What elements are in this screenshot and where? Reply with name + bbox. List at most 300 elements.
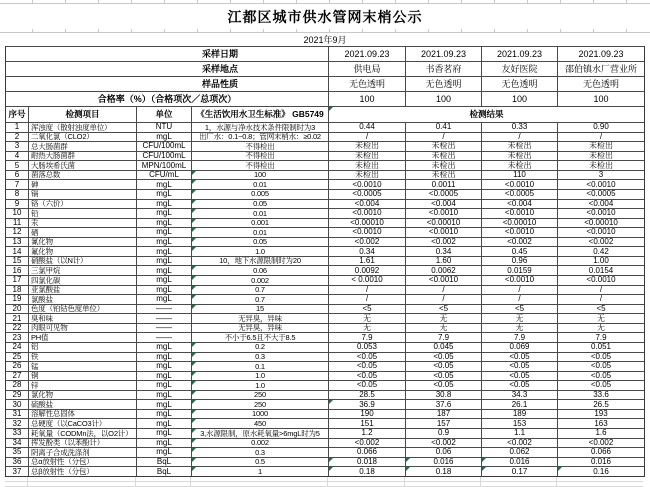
info-label[interactable]: 样品性质: [6, 76, 328, 91]
item-name-cell[interactable]: 硫酸盐: [28, 399, 136, 409]
standard-cell[interactable]: 1.0: [191, 380, 328, 390]
result-cell[interactable]: <0.05: [557, 352, 644, 362]
standard-cell[interactable]: 0.005: [191, 189, 328, 199]
result-cell[interactable]: <0.002: [481, 438, 557, 448]
unit-cell[interactable]: mgL: [136, 218, 191, 228]
result-cell[interactable]: 未检出: [405, 170, 481, 180]
item-name-cell[interactable]: 总α放射性（分包）: [28, 457, 136, 467]
row-number-cell[interactable]: 29: [6, 390, 28, 400]
result-cell[interactable]: /: [328, 294, 405, 304]
item-name-cell[interactable]: PH值: [28, 332, 136, 342]
result-cell[interactable]: <0.0010: [481, 179, 557, 189]
unit-cell[interactable]: mgL: [136, 208, 191, 218]
result-cell[interactable]: 26.5: [557, 399, 644, 409]
standard-cell[interactable]: 0.001: [191, 218, 328, 228]
standard-cell[interactable]: 1.0: [191, 371, 328, 381]
result-cell[interactable]: <0.00010: [405, 218, 481, 228]
standard-cell[interactable]: 0.002: [191, 275, 328, 285]
unit-cell[interactable]: ——: [136, 323, 191, 333]
result-cell[interactable]: 37.6: [405, 399, 481, 409]
result-cell[interactable]: <0.004: [557, 199, 644, 209]
result-cell[interactable]: 30.8: [405, 390, 481, 400]
item-name-cell[interactable]: 氯酸盐: [28, 294, 136, 304]
standard-cell[interactable]: 0.5: [191, 457, 328, 467]
standard-cell[interactable]: 0.01: [191, 227, 328, 237]
row-number-cell[interactable]: 34: [6, 438, 28, 448]
unit-cell[interactable]: mgL: [136, 428, 191, 438]
standard-cell[interactable]: 不得检出: [191, 160, 328, 170]
standard-cell[interactable]: 10，地下水源限制时为20: [191, 256, 328, 266]
result-cell[interactable]: 0.06: [405, 447, 481, 457]
standard-cell[interactable]: 出厂水：0.1~0.8；管网末梢水：≥0.02: [191, 132, 328, 142]
result-cell[interactable]: <0.05: [328, 352, 405, 362]
result-cell[interactable]: <0.05: [328, 380, 405, 390]
row-number-cell[interactable]: 10: [6, 208, 28, 218]
result-cell[interactable]: 7.9: [481, 332, 557, 342]
result-cell[interactable]: <0.05: [481, 352, 557, 362]
result-cell[interactable]: 0.90: [557, 122, 644, 132]
result-cell[interactable]: 0.18: [328, 466, 405, 476]
result-cell[interactable]: 0.051: [557, 342, 644, 352]
standard-cell[interactable]: 不得检出: [191, 151, 328, 161]
standard-cell[interactable]: 1.0: [191, 246, 328, 256]
result-cell[interactable]: <0.05: [405, 361, 481, 371]
result-cell[interactable]: <0.0010: [328, 208, 405, 218]
result-cell[interactable]: 7.9: [328, 332, 405, 342]
result-cell[interactable]: <0.00010: [557, 218, 644, 228]
result-cell[interactable]: <0.0010: [328, 179, 405, 189]
item-name-cell[interactable]: 三氯甲烷: [28, 265, 136, 275]
result-cell[interactable]: 1.1: [481, 428, 557, 438]
standard-cell[interactable]: 0.06: [191, 265, 328, 275]
row-number-cell[interactable]: 2: [6, 132, 28, 142]
row-number-cell[interactable]: 22: [6, 323, 28, 333]
result-cell[interactable]: <0.004: [328, 199, 405, 209]
result-cell[interactable]: 0.0062: [405, 265, 481, 275]
unit-cell[interactable]: mgL: [136, 265, 191, 275]
result-cell[interactable]: <0.0005: [328, 189, 405, 199]
row-number-cell[interactable]: 5: [6, 160, 28, 170]
item-name-cell[interactable]: 耐热大肠菌群: [28, 151, 136, 161]
row-number-cell[interactable]: 27: [6, 371, 28, 381]
unit-cell[interactable]: ——: [136, 332, 191, 342]
row-number-cell[interactable]: 3: [6, 141, 28, 151]
info-value[interactable]: 邵伯镇水厂营业所: [557, 61, 644, 76]
result-cell[interactable]: <0.0010: [328, 227, 405, 237]
item-name-cell[interactable]: 铁: [28, 352, 136, 362]
row-number-cell[interactable]: 28: [6, 380, 28, 390]
item-name-cell[interactable]: 硝酸盐（以N计）: [28, 256, 136, 266]
result-cell[interactable]: 无: [328, 313, 405, 323]
unit-cell[interactable]: mgL: [136, 447, 191, 457]
result-cell[interactable]: 0.016: [405, 457, 481, 467]
result-cell[interactable]: /: [405, 132, 481, 142]
item-name-cell[interactable]: 总大肠菌群: [28, 141, 136, 151]
result-cell[interactable]: <0.05: [328, 361, 405, 371]
result-cell[interactable]: <0.05: [405, 352, 481, 362]
result-cell[interactable]: <0.002: [405, 438, 481, 448]
result-cell[interactable]: <0.05: [481, 380, 557, 390]
unit-cell[interactable]: mgL: [136, 342, 191, 352]
result-cell[interactable]: <0.0010: [405, 275, 481, 285]
result-cell[interactable]: /: [328, 285, 405, 295]
standard-cell[interactable]: 0.05: [191, 237, 328, 247]
item-name-cell[interactable]: 挥发酚类（以苯酚计）: [28, 438, 136, 448]
result-cell[interactable]: <0.0010: [481, 227, 557, 237]
row-number-cell[interactable]: 16: [6, 265, 28, 275]
result-cell[interactable]: 26.1: [481, 399, 557, 409]
standard-cell[interactable]: 250: [191, 399, 328, 409]
unit-cell[interactable]: ——: [136, 313, 191, 323]
result-cell[interactable]: 0.0159: [481, 265, 557, 275]
item-name-cell[interactable]: 铬（六价）: [28, 199, 136, 209]
result-cell[interactable]: 7.9: [557, 332, 644, 342]
result-cell[interactable]: <0.05: [557, 361, 644, 371]
standard-cell[interactable]: 0.01: [191, 208, 328, 218]
result-cell[interactable]: <0.0010: [557, 275, 644, 285]
result-cell[interactable]: /: [557, 132, 644, 142]
header-item-cell[interactable]: 检测项目: [28, 106, 136, 122]
row-number-cell[interactable]: 37: [6, 466, 28, 476]
item-name-cell[interactable]: 四氯化碳: [28, 275, 136, 285]
result-cell[interactable]: 无: [328, 323, 405, 333]
unit-cell[interactable]: mgL: [136, 237, 191, 247]
unit-cell[interactable]: mgL: [136, 199, 191, 209]
result-cell[interactable]: 1.6: [557, 428, 644, 438]
row-number-cell[interactable]: 21: [6, 313, 28, 323]
result-cell[interactable]: 未检出: [328, 151, 405, 161]
info-value[interactable]: 无色透明: [405, 76, 481, 91]
result-cell[interactable]: <0.0010: [557, 227, 644, 237]
item-name-cell[interactable]: 锌: [28, 380, 136, 390]
result-cell[interactable]: 无: [481, 313, 557, 323]
item-name-cell[interactable]: 氟化物: [28, 246, 136, 256]
item-name-cell[interactable]: 铅: [28, 208, 136, 218]
standard-cell[interactable]: 250: [191, 390, 328, 400]
row-number-cell[interactable]: 20: [6, 304, 28, 314]
result-cell[interactable]: <0.0010: [405, 227, 481, 237]
standard-cell[interactable]: 无异臭，异味: [191, 323, 328, 333]
result-cell[interactable]: /: [481, 294, 557, 304]
result-cell[interactable]: <0.002: [557, 237, 644, 247]
unit-cell[interactable]: mgL: [136, 285, 191, 295]
unit-cell[interactable]: CFU/100mL: [136, 151, 191, 161]
item-name-cell[interactable]: 砷: [28, 179, 136, 189]
result-cell[interactable]: <0.0010: [557, 208, 644, 218]
standard-cell[interactable]: 无异臭，异味: [191, 313, 328, 323]
row-number-cell[interactable]: 11: [6, 218, 28, 228]
result-cell[interactable]: <0.0010: [557, 179, 644, 189]
header-result-cell[interactable]: [328, 106, 644, 122]
result-cell[interactable]: <0.004: [405, 199, 481, 209]
unit-cell[interactable]: mgL: [136, 132, 191, 142]
unit-cell[interactable]: mgL: [136, 409, 191, 419]
row-number-cell[interactable]: 8: [6, 189, 28, 199]
item-name-cell[interactable]: 臭和味: [28, 313, 136, 323]
standard-cell[interactable]: 0.3: [191, 447, 328, 457]
result-cell[interactable]: <0.004: [481, 199, 557, 209]
row-number-cell[interactable]: 12: [6, 227, 28, 237]
result-cell[interactable]: <5: [557, 304, 644, 314]
result-cell[interactable]: <0.0005: [557, 189, 644, 199]
result-cell[interactable]: 163: [557, 418, 644, 428]
result-cell[interactable]: 未检出: [481, 160, 557, 170]
result-cell[interactable]: 0.9: [405, 428, 481, 438]
result-cell[interactable]: 0.0011: [405, 179, 481, 189]
row-number-cell[interactable]: 9: [6, 199, 28, 209]
result-cell[interactable]: 1.2: [328, 428, 405, 438]
standard-cell[interactable]: 1000: [191, 409, 328, 419]
result-cell[interactable]: 0.062: [481, 447, 557, 457]
unit-cell[interactable]: mgL: [136, 399, 191, 409]
row-number-cell[interactable]: 30: [6, 399, 28, 409]
result-cell[interactable]: 153: [481, 418, 557, 428]
unit-cell[interactable]: NTU: [136, 122, 191, 132]
result-cell[interactable]: <0.002: [481, 237, 557, 247]
item-name-cell[interactable]: 浑浊度（散射浊度单位）: [28, 122, 136, 132]
standard-cell[interactable]: 15: [191, 304, 328, 314]
result-cell[interactable]: 190: [328, 409, 405, 419]
result-cell[interactable]: 1.60: [405, 256, 481, 266]
result-cell[interactable]: <0.0010: [405, 208, 481, 218]
result-cell[interactable]: /: [405, 285, 481, 295]
result-cell[interactable]: /: [481, 285, 557, 295]
result-cell[interactable]: 0.44: [328, 122, 405, 132]
standard-cell[interactable]: 3,水源限制，原水耗氧量>6mgL时为5: [191, 428, 328, 438]
result-cell[interactable]: 0.016: [481, 457, 557, 467]
unit-cell[interactable]: mgL: [136, 380, 191, 390]
result-cell[interactable]: 0.17: [481, 466, 557, 476]
result-cell[interactable]: <0.05: [405, 371, 481, 381]
item-name-cell[interactable]: 硒: [28, 227, 136, 237]
result-cell[interactable]: 33.6: [557, 390, 644, 400]
result-cell[interactable]: 无: [481, 323, 557, 333]
result-cell[interactable]: <0.05: [481, 361, 557, 371]
row-number-cell[interactable]: 17: [6, 275, 28, 285]
result-cell[interactable]: <0.00010: [328, 218, 405, 228]
row-number-cell[interactable]: 18: [6, 285, 28, 295]
result-cell[interactable]: <0.05: [557, 371, 644, 381]
unit-cell[interactable]: mgL: [136, 179, 191, 189]
unit-cell[interactable]: mgL: [136, 275, 191, 285]
item-name-cell[interactable]: 铝: [28, 342, 136, 352]
result-cell[interactable]: 未检出: [405, 151, 481, 161]
info-value[interactable]: 100: [328, 91, 405, 106]
standard-cell[interactable]: 450: [191, 418, 328, 428]
result-cell[interactable]: /: [557, 294, 644, 304]
result-cell[interactable]: 无: [557, 313, 644, 323]
info-value[interactable]: 无色透明: [328, 76, 405, 91]
unit-cell[interactable]: mgL: [136, 352, 191, 362]
result-cell[interactable]: 0.42: [557, 246, 644, 256]
result-cell[interactable]: 193: [557, 409, 644, 419]
standard-cell[interactable]: 0.2: [191, 342, 328, 352]
row-number-cell[interactable]: 4: [6, 151, 28, 161]
row-number-cell[interactable]: 33: [6, 428, 28, 438]
result-cell[interactable]: <0.0005: [481, 189, 557, 199]
unit-cell[interactable]: mgL: [136, 418, 191, 428]
info-label[interactable]: 采样日期: [6, 46, 328, 61]
result-cell[interactable]: 未检出: [328, 160, 405, 170]
row-number-cell[interactable]: 31: [6, 409, 28, 419]
unit-cell[interactable]: mgL: [136, 294, 191, 304]
standard-cell[interactable]: 0.01: [191, 179, 328, 189]
result-cell[interactable]: 0.066: [328, 447, 405, 457]
standard-cell[interactable]: 1，水源与净水技术条件限制时为3: [191, 122, 328, 132]
result-cell[interactable]: 0.45: [481, 246, 557, 256]
result-cell[interactable]: 157: [405, 418, 481, 428]
row-number-cell[interactable]: 7: [6, 179, 28, 189]
result-cell[interactable]: 未检出: [405, 160, 481, 170]
row-number-cell[interactable]: 32: [6, 418, 28, 428]
info-value[interactable]: 2021.09.23: [405, 46, 481, 61]
result-cell[interactable]: <0.002: [328, 438, 405, 448]
result-cell[interactable]: <0.002: [328, 237, 405, 247]
info-label[interactable]: 采样地点: [6, 61, 328, 76]
unit-cell[interactable]: mgL: [136, 390, 191, 400]
result-cell[interactable]: 未检出: [481, 141, 557, 151]
result-cell[interactable]: 0.053: [328, 342, 405, 352]
unit-cell[interactable]: mgL: [136, 189, 191, 199]
row-number-cell[interactable]: 25: [6, 352, 28, 362]
result-cell[interactable]: /: [328, 132, 405, 142]
result-cell[interactable]: 无: [405, 323, 481, 333]
unit-cell[interactable]: mgL: [136, 256, 191, 266]
row-number-cell[interactable]: 14: [6, 246, 28, 256]
row-number-cell[interactable]: 19: [6, 294, 28, 304]
row-number-cell[interactable]: 36: [6, 457, 28, 467]
result-cell[interactable]: 1.00: [557, 256, 644, 266]
unit-cell[interactable]: BqL: [136, 457, 191, 467]
item-name-cell[interactable]: 氯化物: [28, 390, 136, 400]
item-name-cell[interactable]: 大肠埃希氏菌: [28, 160, 136, 170]
unit-cell[interactable]: mgL: [136, 246, 191, 256]
item-name-cell[interactable]: 肉眼可见物: [28, 323, 136, 333]
result-cell[interactable]: 0.96: [481, 256, 557, 266]
row-number-cell[interactable]: 23: [6, 332, 28, 342]
result-cell[interactable]: /: [405, 294, 481, 304]
info-label[interactable]: 合格率（%）（合格项次／总项次）: [6, 91, 328, 106]
item-name-cell[interactable]: 总硬度（以CaCO3计）: [28, 418, 136, 428]
result-cell[interactable]: <5: [481, 304, 557, 314]
result-cell[interactable]: 未检出: [481, 151, 557, 161]
result-cell[interactable]: 28.5: [328, 390, 405, 400]
result-cell[interactable]: 未检出: [557, 151, 644, 161]
unit-cell[interactable]: mgL: [136, 361, 191, 371]
row-number-cell[interactable]: 15: [6, 256, 28, 266]
item-name-cell[interactable]: 汞: [28, 218, 136, 228]
row-number-cell[interactable]: 1: [6, 122, 28, 132]
standard-cell[interactable]: 0.002: [191, 438, 328, 448]
item-name-cell[interactable]: 色度（铂钴色度单位）: [28, 304, 136, 314]
standard-cell[interactable]: 0.3: [191, 352, 328, 362]
row-number-cell[interactable]: 6: [6, 170, 28, 180]
result-cell[interactable]: 未检出: [557, 160, 644, 170]
result-cell[interactable]: 0.16: [557, 466, 644, 476]
row-number-cell[interactable]: 13: [6, 237, 28, 247]
header-standard-cell[interactable]: 《生活饮用水卫生标准》 GB5749: [191, 106, 328, 122]
result-cell[interactable]: 0.34: [328, 246, 405, 256]
result-cell[interactable]: < 0.0010: [328, 275, 405, 285]
result-cell[interactable]: 189: [481, 409, 557, 419]
result-cell[interactable]: 无: [405, 313, 481, 323]
result-cell[interactable]: 无: [557, 323, 644, 333]
standard-cell[interactable]: 1: [191, 466, 328, 476]
info-value[interactable]: 友好医院: [481, 61, 557, 76]
info-value[interactable]: 100: [405, 91, 481, 106]
result-cell[interactable]: 151: [328, 418, 405, 428]
unit-cell[interactable]: mgL: [136, 438, 191, 448]
result-cell[interactable]: <0.002: [557, 438, 644, 448]
result-cell[interactable]: 36.9: [328, 399, 405, 409]
result-cell[interactable]: /: [481, 132, 557, 142]
item-name-cell[interactable]: 菌落总数: [28, 170, 136, 180]
info-value[interactable]: 无色透明: [481, 76, 557, 91]
result-cell[interactable]: 110: [481, 170, 557, 180]
standard-cell[interactable]: 100: [191, 170, 328, 180]
result-cell[interactable]: <0.0005: [405, 189, 481, 199]
unit-cell[interactable]: CFU/mL: [136, 170, 191, 180]
unit-cell[interactable]: CFU/100mL: [136, 141, 191, 151]
result-cell[interactable]: 0.18: [405, 466, 481, 476]
item-name-cell[interactable]: 镉: [28, 189, 136, 199]
standard-cell[interactable]: 不得检出: [191, 141, 328, 151]
unit-cell[interactable]: ——: [136, 304, 191, 314]
result-cell[interactable]: <0.05: [481, 371, 557, 381]
result-cell[interactable]: 0.018: [328, 457, 405, 467]
result-cell[interactable]: <0.002: [405, 237, 481, 247]
row-number-cell[interactable]: 35: [6, 447, 28, 457]
info-value[interactable]: 100: [557, 91, 644, 106]
standard-cell[interactable]: 0.05: [191, 199, 328, 209]
result-cell[interactable]: <0.0010: [481, 275, 557, 285]
standard-cell[interactable]: 0.7: [191, 294, 328, 304]
standard-cell[interactable]: 不小于6.5且不大于8.5: [191, 332, 328, 342]
unit-cell[interactable]: mgL: [136, 227, 191, 237]
standard-cell[interactable]: 0.1: [191, 361, 328, 371]
item-name-cell[interactable]: 铜: [28, 371, 136, 381]
result-cell[interactable]: 0.066: [557, 447, 644, 457]
result-cell[interactable]: <0.05: [328, 371, 405, 381]
result-cell[interactable]: /: [557, 285, 644, 295]
item-name-cell[interactable]: 溶解性总固体: [28, 409, 136, 419]
info-value[interactable]: 供电局: [328, 61, 405, 76]
item-name-cell[interactable]: 亚氯酸盐: [28, 285, 136, 295]
result-cell[interactable]: 未检出: [557, 141, 644, 151]
item-name-cell[interactable]: 氰化物: [28, 237, 136, 247]
header-unit-cell[interactable]: 单位: [136, 106, 191, 122]
info-value[interactable]: 书香茗府: [405, 61, 481, 76]
result-cell[interactable]: 未检出: [328, 141, 405, 151]
info-value[interactable]: 2021.09.23: [481, 46, 557, 61]
result-cell[interactable]: <5: [328, 304, 405, 314]
result-cell[interactable]: 未检出: [405, 141, 481, 151]
result-cell[interactable]: 187: [405, 409, 481, 419]
result-cell[interactable]: 1.61: [328, 256, 405, 266]
row-number-cell[interactable]: 26: [6, 361, 28, 371]
standard-cell[interactable]: 0.7: [191, 285, 328, 295]
result-cell[interactable]: 0.33: [481, 122, 557, 132]
unit-cell[interactable]: mgL: [136, 371, 191, 381]
row-number-cell[interactable]: 24: [6, 342, 28, 352]
result-cell[interactable]: <0.0010: [481, 208, 557, 218]
result-cell[interactable]: <5: [405, 304, 481, 314]
result-cell[interactable]: <0.00010: [481, 218, 557, 228]
unit-cell[interactable]: MPN/100mL: [136, 160, 191, 170]
result-cell[interactable]: 0.069: [481, 342, 557, 352]
result-cell[interactable]: 0.0154: [557, 265, 644, 275]
info-value[interactable]: 无色透明: [557, 76, 644, 91]
